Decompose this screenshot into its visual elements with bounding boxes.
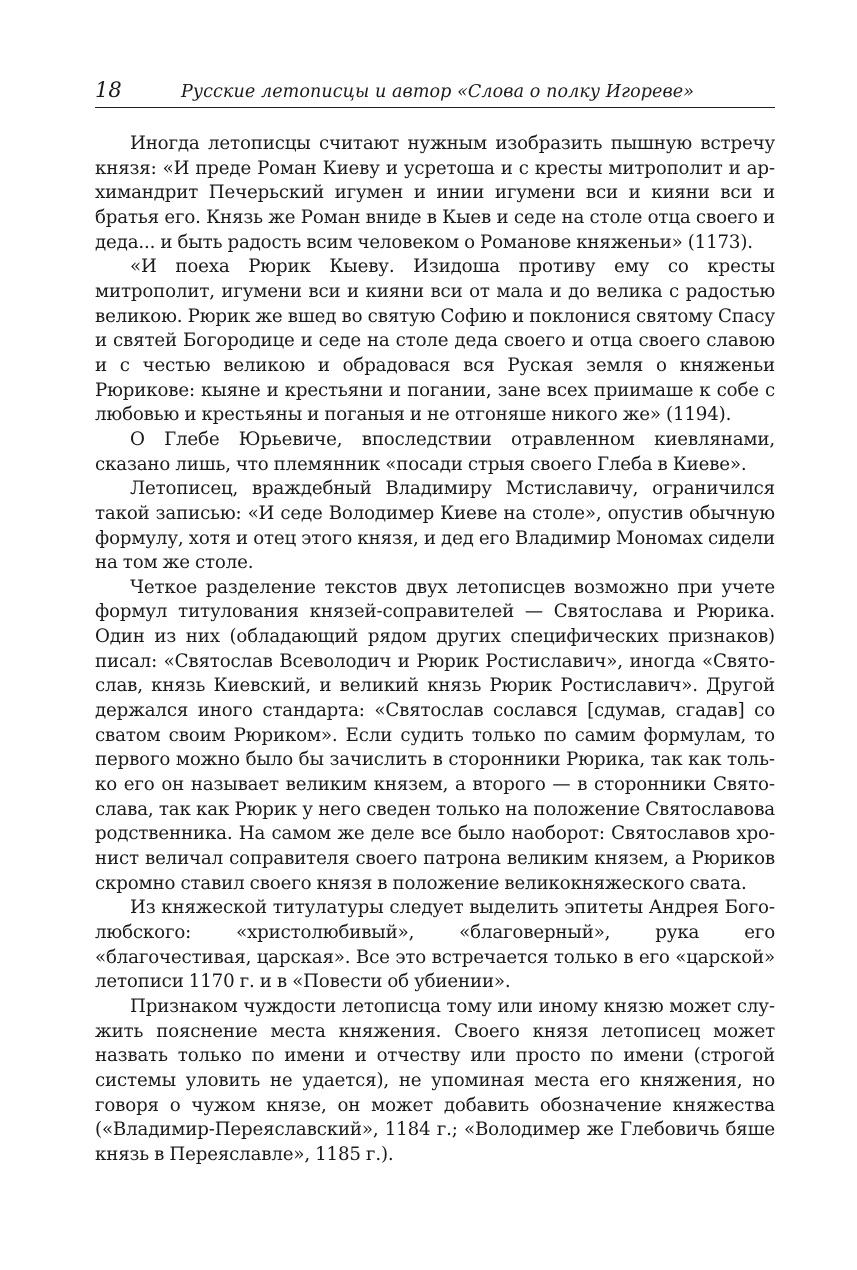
book-page: [95, 78, 775, 1168]
paragraph: Признаком чуждости летописца тому или иному князю может служить пояснение места княжения. Своего князя летописец может назвать только по имени и отчеству или просто по имени (строгой системы уловить не удается), не упоминая места его княжения, но говоря о чужом князе, он может добавить обозначение княжества («Владимир-Переяславский», 1184 г.; «Володимер же Глебовичь бяше князь в Переяславле», 1185 г.).: [95, 995, 775, 1165]
paragraph: Летописец, враждебный Владимиру Мстиславичу, ограничился такой записью: «И седе Володимер Киеве на столе», опустив обычную формулу, хотя и отец этого князя, и дед его Владимир Мономах сидели на том же столе.: [95, 478, 775, 574]
running-title: Русские летописцы и автор «Слова о полку Игореве»: [181, 82, 695, 102]
paragraph: Из княжеской титулатуры следует выделить эпитеты Андрея Боголюбского: «христолюбивый», «благоверный», рука его «благочестивая, царская». Все это встречается только в его «царской» летописи 1170 г. и в «Повести об убиении».: [95, 897, 775, 993]
text-body: [95, 132, 775, 1168]
page-number: 18: [95, 78, 122, 102]
paragraph: «И поеха Рюрик Кыеву. Изидоша противу ему со кресты митрополит, игумени вси и кияни вси от мала и до велика с радостью великою. Рюрик же вшед во святую Софию и поклонися святому Спасу и святей Богородице и седе на столе деда своего и отца своего славою и с честью великою и обрадовася вся Руская земля о княженьи Рюрикове: кыяне и крестьяни и погании, зане всех приимаше к собе с любовью и крестьяны и поганыя и не отгоняше никого же» (1194).: [95, 256, 775, 426]
running-header: [95, 78, 775, 108]
paragraph: О Глебе Юрьевиче, впоследствии отравленном киевлянами, сказано лишь, что племянник «посади стрыя своего Глеба в Киеве».: [95, 428, 775, 475]
paragraph: Четкое разделение текстов двух летописцев возможно при учете формул титулования князей-соправителей — Святослава и Рюрика. Один из них (обладающий рядом других специфических признаков) писал: «Святослав Всеволодич и Рюрик Ростиславич», иногда «Святослав, князь Киевский, и великий князь Рюрик Ростиславич». Другой держался иного стандарта: «Святослав сослався [сдумав, сгадав] со сватом своим Рюриком». Если судить только по самим формулам, то первого можно было бы зачислить в сторонники Рюрика, так как только его он называет великим князем, а второго — в сторонники Святослава, так как Рюрик у него сведен только на положение Святославова родственника. На самом же деле все было наоборот: Святославов хронист величал соправителя своего патрона великим князем, а Рюриков скромно ставил своего князя в положение великокняжеского свата.: [95, 576, 775, 894]
paragraph: Иногда летописцы считают нужным изобразить пышную встречу князя: «И преде Роман Киеву и усретоша и с кресты митрополит и архимандрит Печерьский игумен и инии игумени вси и кияни вси и братья его. Князь же Роман вниде в Кыев и седе на столе отца своего и деда... и быть радость всим человеком о Романове княженьи» (1173).: [95, 133, 775, 253]
